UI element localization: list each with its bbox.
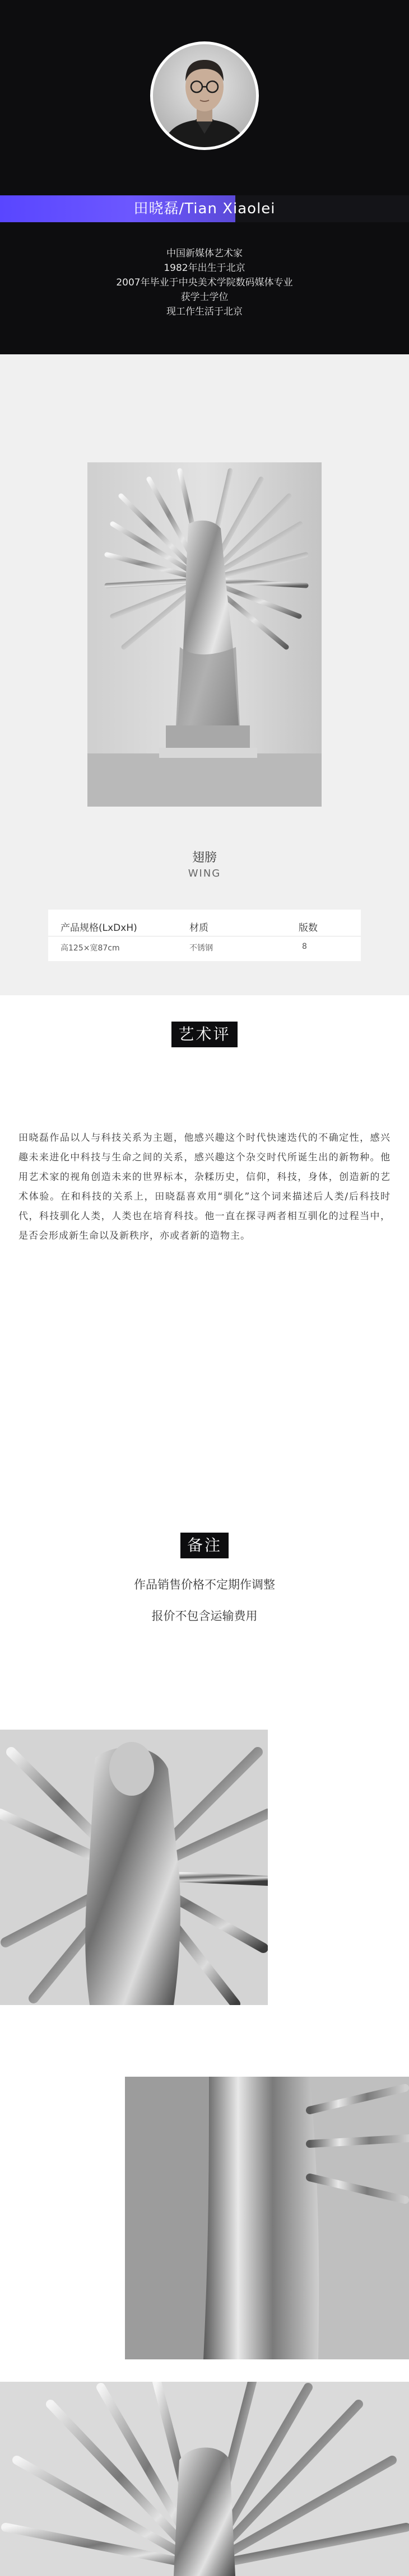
artist-avatar: [150, 41, 259, 150]
bio-line: 2007年毕业于中央美术学院数码媒体专业: [116, 277, 293, 288]
review-label: 艺术评价: [171, 1022, 238, 1047]
bio-line: 现工作生活于北京: [166, 306, 243, 317]
artist-name: 田晓磊/Tian Xiaolei: [133, 200, 276, 217]
artwork-title: 翅膀: [192, 851, 217, 865]
artist-name-band: [0, 195, 409, 222]
artwork-photo: [87, 462, 322, 807]
review-text: 田晓磊作品以人与科技关系为主题，他感兴趣这个时代快速迭代的不确定性，感兴趣未来进化中科技与生命之间的关系，感兴趣这个杂交时代所诞生出的新物种。他用艺术家的视角创造未来的世界标本，杂糅历史，信仰，科技，身体，创造新的艺术体验。在和科技的关系上，田晓磊喜欢用“驯化”这个词来描述后人类/后科技时代，科技驯化人类，人类也在培育科技。他一直在探寻两者相互驯化的过程当中，是否会形成新生命以及新秩序，亦或者新的造物主。: [18, 1132, 391, 1242]
detail-photo-side: [125, 2077, 409, 2359]
spec-header-material: 材质: [189, 922, 208, 934]
bio-line: 1982年出生于北京: [164, 263, 245, 274]
notes-label: 备注: [180, 1533, 229, 1558]
artwork-subtitle: WING: [188, 868, 221, 879]
spec-header-edition: 版数: [299, 922, 318, 934]
spec-value-edition: 8: [302, 942, 307, 951]
sculpture-pedestal: [166, 725, 250, 748]
detail-photo-torso: [0, 1730, 268, 2005]
artist-header: [0, 0, 409, 354]
bio-line: 中国新媒体艺术家: [166, 248, 243, 259]
spec-header-size: [61, 920, 137, 934]
artist-bio: [0, 246, 409, 319]
spec-header-size-text: 产品规格(LxDxH): [61, 922, 137, 934]
detail-photo-wings: [0, 2382, 409, 2576]
spec-value-size: 高125×宽87cm: [61, 944, 120, 953]
notes-line: 报价不包含运输费用: [151, 1609, 258, 1623]
spec-table: [48, 910, 361, 961]
spec-value-material: 不锈钢: [189, 944, 213, 953]
bio-line: 获学士学位: [180, 292, 229, 303]
notes-line: 作品销售价格不定期作调整: [134, 1578, 275, 1591]
